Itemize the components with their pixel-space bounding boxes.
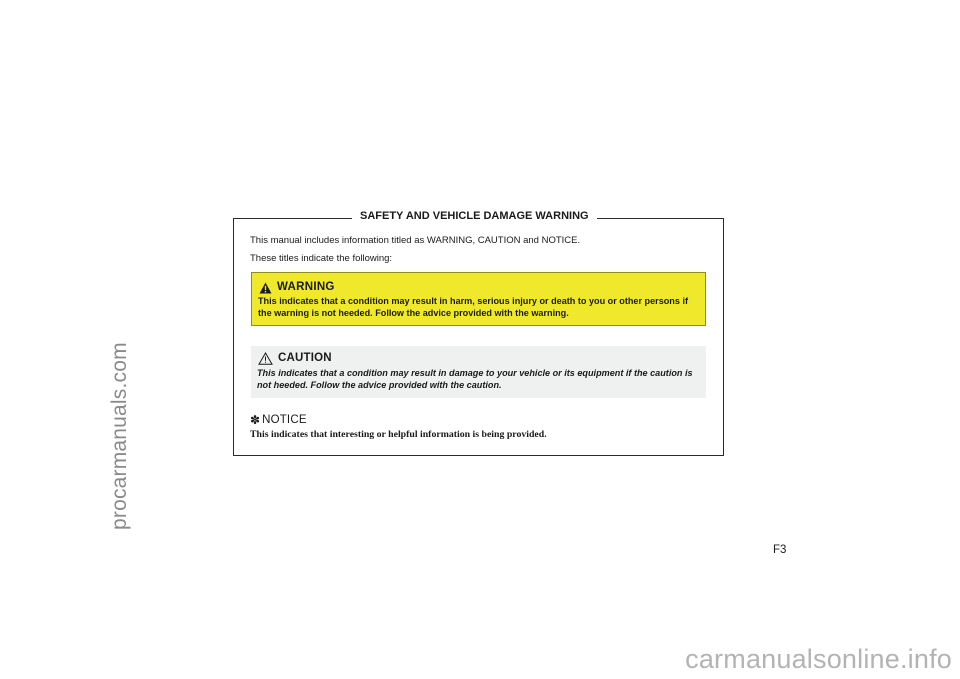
intro-line-2: These titles indicate the following:	[250, 253, 393, 264]
notice-title: NOTICE	[262, 414, 307, 426]
warning-heading	[259, 280, 335, 294]
warning-box	[251, 272, 706, 326]
caution-title: CAUTION	[278, 352, 332, 364]
caution-heading	[258, 351, 332, 365]
asterisk-cross-icon: ✽	[250, 413, 261, 427]
warning-text: This indicates that a condition may result in harm, serious injury or death to you or other persons if the warning is not heeded. Follow the advice provided with the warning.	[258, 296, 689, 318]
caution-box	[251, 346, 706, 398]
intro-line-1: This manual includes information titled as WARNING, CAUTION and NOTICE.	[250, 235, 581, 246]
notice-text: This indicates that interesting or helpful information is being provided.	[250, 429, 547, 440]
notice-heading	[250, 413, 307, 427]
warning-triangle-filled-icon	[259, 281, 272, 293]
bottom-watermark: carmanualsonline.info	[685, 644, 952, 674]
page-number: F3	[773, 544, 787, 556]
caution-triangle-outline-icon	[258, 352, 273, 365]
side-watermark: procarmanuals.com	[108, 342, 131, 530]
warning-title: WARNING	[277, 281, 335, 293]
section-title: SAFETY AND VEHICLE DAMAGE WARNING	[352, 209, 597, 223]
caution-text: This indicates that a condition may result in damage to your vehicle or its equipment if the caution is not heeded. Follow the advice provided with the caution.	[257, 368, 693, 390]
